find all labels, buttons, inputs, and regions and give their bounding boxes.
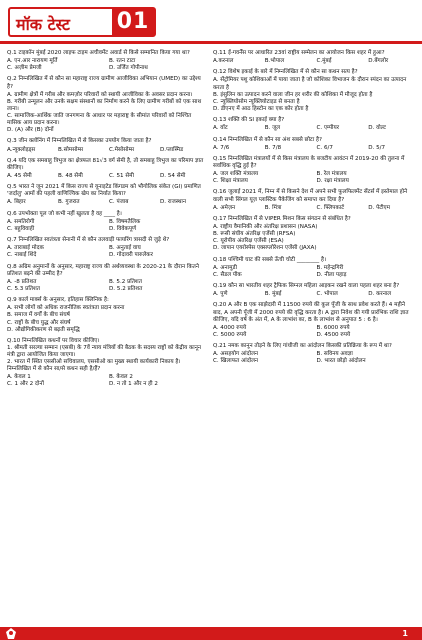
options (213, 291, 416, 298)
answer-option: B. केवल 2 (109, 374, 133, 381)
answer-option: D. विवेकपूर्ण (109, 225, 137, 232)
answer-option: A. 7/6 (213, 144, 230, 151)
answer-option: D. करनाल (368, 291, 392, 298)
answer-option: A. -8 प्रतिशत (7, 278, 37, 285)
answer-option: A. केवल 1 (7, 374, 31, 381)
answer-option: A. सभी लोगों को अधिक राजनीतिक स्वतंत्रता प्रदान करना (7, 305, 125, 312)
answer-option: A. असहयोग आंदोलन (213, 351, 258, 358)
answer-option: B. सविनय अवज्ञा (316, 351, 353, 358)
answer-option: D. न तो 1 और न ही 2 (109, 381, 158, 388)
answer-option: B. रेल मंत्रालय (316, 171, 347, 178)
question (213, 302, 416, 338)
options (7, 219, 207, 233)
answer-option: C. पंजाब (109, 199, 129, 206)
answer-option: D. उर्जित गोपीनाथ (109, 65, 148, 72)
options (7, 58, 207, 72)
answer-option: B. 5.2 प्रतिशत (109, 278, 142, 285)
answer-option: D.प्लास्मिड (160, 146, 184, 153)
answer-option: D. जापान एयरोस्पेस एक्सप्लोरेशन एजेंसी (JAXA) (213, 245, 317, 252)
question (213, 257, 416, 279)
question-text: Q.12 विशेष इकाई के बारे में निम्नलिखित में से कौन सा कथन सत्य है? (213, 69, 358, 76)
question-text: Q.7 निम्नलिखित स्वतंत्रता सेनानी में से कौन तलवाड़ी फायरिंग त्रासदी से जुड़े थे? (7, 237, 170, 244)
options (7, 305, 207, 333)
statement: 2. भारत में स्थित एससीओ सचिवालय, एससीओ का मुख्य स्थायी कार्यकारी निकाय है। (7, 359, 181, 366)
answer-option: A. अनामुडी (213, 264, 237, 271)
answer-option: C. फ्लिपकार्ट (316, 204, 345, 211)
answer-option: B. मिंत्रा (264, 204, 282, 211)
statement: 1. श्रीमती सरल्या सम्मान (एसबी) के 7वें न्याय मंत्रियों की बैठक के सदस्य राष्ट्रों को केंद्रीय कानून मंत्री द्वारा आयोजित किया जाएगा। (7, 344, 201, 359)
answer-option: C. सैडल पीक (213, 271, 242, 278)
question-text: Q.3 जीन क्लोनिंग में निम्नलिखित में से किसका उपयोग किया जाता है? (7, 138, 152, 145)
question-text: Q.14 निम्नलिखित में से कौन सा अंश सबसे छोटा है? (213, 136, 322, 143)
answer-option: C. 1 और 2 दोनों (7, 381, 44, 388)
question (213, 156, 416, 185)
answer-option: B. रूसी संघीय अंतरिक्ष एजेंसी (RFSA) (213, 231, 296, 238)
answer-option: B. अनुताई वाघ (109, 245, 141, 252)
answer-option: A. जल शक्ति मंत्रालय (213, 171, 259, 178)
page-header (0, 0, 422, 44)
options (213, 145, 416, 152)
question-text: Q.17 निम्नलिखित में से VIPER मिशन किस संगठन से संबंधित है? (213, 215, 351, 222)
question-text: Q.19 कौन सा भारतीय शहर ट्रैफिक सिग्नल महिला आइकन रखने वाला पहला शहर बना है? (213, 283, 400, 290)
question-text: Q.16 जुलाई 2021 में, निम्न में से किसने देश में अपने सभी फुलफिलमेंट सेंटर्स में इस्तेमाल होने वाली सभी सिंगल यूज़ प्लास्टिक पैकेजिंग को समाप्त कर दिया है? (213, 189, 408, 203)
test-number-badge (112, 9, 154, 35)
answer-option: D. (A) और (B) दोनों (7, 127, 54, 134)
answer-option: C. न्यूक्लियोसोम न्यूक्लियोटाइड से बनता है (213, 98, 300, 105)
options (213, 351, 416, 365)
options (7, 173, 207, 180)
answer-option: A. बिहार (7, 199, 26, 206)
options (7, 279, 207, 293)
answer-option: C. 51 सेमी (109, 172, 134, 179)
options (213, 125, 416, 132)
options (7, 374, 207, 388)
answer-option: B.सोमसोम्स (58, 146, 84, 153)
answer-option: A.न्यूक्लोइड्स (7, 146, 36, 153)
answer-option: D. राजस्थान (160, 199, 186, 206)
answer-option: C. 5000 रुपये (213, 331, 247, 338)
question (7, 211, 207, 233)
left-column (7, 50, 207, 393)
answer-option: A. 45 सेमी (7, 172, 32, 179)
question (7, 138, 207, 153)
options (213, 171, 416, 185)
answer-option: D. 5/7 (368, 144, 386, 151)
options (7, 199, 207, 206)
answer-option: B. 6000 रुपये (316, 324, 350, 331)
answer-option: D. 5.2 प्रतिशत (109, 285, 143, 292)
options (213, 205, 416, 212)
answer-option: C. सामाजिक-आर्थिक जाति जनगणना के आधार पर महाराष्ट्र के सीमांत परिवारों को निश्चित मासिक आय प्रदान करना। (7, 112, 192, 127)
answer-option: D. गोदावरी पारुलेकर (109, 252, 153, 259)
answer-option: A. ग्रामीण क्षेत्रों में गरीब और कमज़ोर परिवारों को स्थायी आजीविका के अवसर प्रदान करना। (7, 91, 193, 98)
answer-option: A. समतिरोगी (7, 218, 35, 225)
answer-option: B. 7/8 (264, 144, 282, 151)
question (213, 283, 416, 298)
question-prompt: निम्नलिखित में से कौन सा/से कथन सही है/हैं? (7, 366, 101, 373)
question-text: Q.11 ई-गवर्नेंस पर आधारित 23वां राष्ट्रीय सम्मेलन का आयोजन किस शहर में हुआ? (213, 50, 385, 56)
right-column (213, 50, 416, 370)
answer-option: B. 48 सेमी (58, 172, 83, 179)
question (7, 158, 207, 180)
answer-option: B. रतन टाटा (109, 58, 136, 65)
answer-option: A. अमेज़न (213, 204, 236, 211)
answer-option: D.बेंगलोर (368, 58, 389, 65)
question (213, 137, 416, 152)
answer-option: B. गरीबी उन्मूलन और उनके सक्षम संस्थानों का निर्माण करने के लिए ग्रामीण गरीबों को एक साथ लाना। (7, 98, 202, 112)
answer-option: A. एन.आर नारायण मूर्ति (7, 58, 58, 65)
answer-option: C. 6/7 (316, 144, 333, 151)
answer-option: A. ताराबाई मोदक (7, 245, 44, 252)
answer-option: A.करनाल (213, 58, 234, 65)
answer-option: B.भोपाल (264, 58, 285, 65)
question (213, 343, 416, 365)
answer-option: C. 5.3 प्रतिशत (7, 285, 40, 292)
options (213, 325, 416, 339)
answer-option: D. डीएनए में आठ हिस्टोन का एक कोर होता है (213, 105, 309, 112)
question-text: Q.18 पश्चिमी घाट की सबसे ऊँची चोटी ________ है। (213, 256, 327, 263)
question (7, 297, 207, 333)
answer-option: B. महेन्द्रगिरी (316, 264, 344, 271)
answer-option: B. मुंबई (264, 291, 282, 298)
answer-option: C.मेसोसोम्स (109, 146, 135, 153)
question (213, 69, 416, 113)
answer-option: C. अज़ीम प्रेमजी (7, 65, 42, 72)
answer-option: A. 4000 रुपये (213, 324, 247, 331)
question-text: Q.5 भारत ने जून 2021 में किस राज्य से यूनाइटेड किंगडम को भौगोलिक संकेत (GI) प्रमाणित 'जर्दालु' आमों की पहली वाणिज्यिक खेप का निर्यात किया? (7, 184, 201, 198)
answer-option: A. वॉट (213, 125, 228, 132)
options (213, 58, 416, 65)
page-title: मॉक टेस्ट (16, 15, 70, 34)
answer-option: C. यूरोपीय अंतरिक्ष एजेंसी (ESA) (213, 238, 284, 245)
question (213, 189, 416, 211)
answer-option: A. राष्ट्रीय वैमानिकी और अंतरिक्ष प्रशासन (NASA) (213, 224, 318, 230)
answer-option: C. भोपाल (316, 291, 338, 298)
question-text: Q.9 कार्ल मार्क्स के अनुसार, इतिहास क्लिनिक है: (7, 297, 109, 304)
question (7, 237, 207, 259)
test-number: 01 (116, 9, 150, 34)
publisher-logo-icon (6, 628, 16, 639)
answer-option: A. सेंट्रोमियर पशु कोशिकाओं में पाया जाता है जो कोशिका विभाजन के दौरान स्पंदन का उत्पादन करता है (213, 77, 407, 91)
question-text: Q.13 शक्ति की SI इकाई क्या है? (213, 117, 285, 124)
answer-option: B. जूल (264, 125, 281, 132)
question-text: Q.4 यदि एक समबाहु त्रिभुज का क्षेत्रफल 81√3 वर्ग सेमी है, तो समबाहु त्रिभुज का परिमाप ज्ञात कीजिए। (7, 157, 204, 171)
question (7, 76, 207, 134)
answer-option: C. एम्पीयर (316, 125, 339, 132)
question (7, 264, 207, 293)
options (7, 147, 207, 154)
answer-option: A. पुणे (213, 291, 228, 298)
answer-option: C. बहुविवाही (7, 225, 35, 232)
answer-option: D. औद्योगिकीकरण से बढ़ती समृद्धि (7, 326, 80, 333)
page-number: 1 (402, 629, 408, 638)
answer-option: C. राष्ट्रों के बीच युद्ध और संघर्ष (7, 319, 71, 326)
question (7, 184, 207, 206)
options (7, 245, 207, 259)
answer-option: C. शिक्षा मंत्रालय (213, 178, 248, 185)
answer-option: D. वोल्ट (368, 125, 386, 132)
question-text: Q.2 निम्नलिखित में से कौन सा महाराष्ट्र राज्य ग्रामीण आजीविका अभियान (UMED) का उद्देश्य है? (7, 76, 201, 90)
answer-option: D. भारत छोड़ो आंदोलन (316, 358, 366, 365)
answer-option: C.मुंबई (316, 58, 332, 65)
answer-option: D. नीला पहाड़ (316, 271, 347, 278)
question-text: Q.8 अग्रिम अनुमानों के अनुसार, महाराष्ट्र राज्य की अर्थव्यवस्था के 2020-21 के दौरान कितने प्रतिशत बढ़ने की उम्मीद है? (7, 263, 199, 277)
question (7, 50, 207, 72)
answer-option: D. पेटीएम (368, 204, 390, 211)
question-text: Q.1 टाइकॉन मुंबई 2020 लाइफ टाइम अचीवमेंट अवार्ड से किसे सम्मानित किया गया था? (7, 50, 190, 56)
answer-option: D. 54 सेमी (160, 172, 186, 179)
question-text: Q.21 नमक कानून तोड़ने के लिए गांधीजी का आंदोलन किसकी प्रतिक्रिया के रूप में था? (213, 343, 392, 350)
question (213, 50, 416, 65)
question (213, 216, 416, 252)
answer-option: B. इंसुलिन का उत्पादन करने वाला जीन हर शरीर की कोशिका में मौजूद होता है (213, 91, 373, 98)
question-text: Q.20 A और B एक साझेदारी में 11500 रुपये की कुल पूँजी के साथ प्रवेश करते हैं। 4 महीने बाद, A अपनी पूँजी में 2000 रुपये की वृद्धि करता है। A द्वारा निवेश की गयी प्रारंभिक राशि ज्ञात कीजिए, यदि वर्ष के अंत में, A के लाभांश का, B के लाभांश से अनुपात 5 : 6 है। (213, 302, 409, 323)
question (213, 117, 416, 132)
answer-option: B. गुजरात (58, 199, 80, 206)
answer-option: B. विषमतैलिक (109, 218, 141, 225)
options (7, 92, 207, 135)
question-text: Q.15 निम्नलिखित मंत्रालयों में से किस मंत्रालय के बजटीय आवंटन में 2019-20 की तुलना में सर्वाधिक वृद्धि हुई है? (213, 155, 405, 169)
answer-option: B. समाज में वर्गों के बीच संघर्ष (7, 312, 70, 319)
answer-option: D. 4500 रुपये (316, 331, 351, 338)
answer-option: C. नाबाई शिंदे (7, 252, 37, 259)
answer-option: D. रक्षा मंत्रालय (316, 178, 349, 185)
footer-bar (0, 627, 422, 640)
question-text: Q.6 उपभोक्ता पूल जो कभी नहीं खुलता है वह ____ है। (7, 210, 122, 217)
question (7, 338, 207, 389)
answer-option: C. खिलाफत आंदोलन (213, 358, 259, 365)
options (213, 224, 416, 252)
question-text: Q.10 निम्नलिखित कथनों पर विचार कीजिए। (7, 337, 100, 344)
header-rule (0, 41, 422, 44)
options (213, 265, 416, 279)
options (213, 77, 416, 112)
